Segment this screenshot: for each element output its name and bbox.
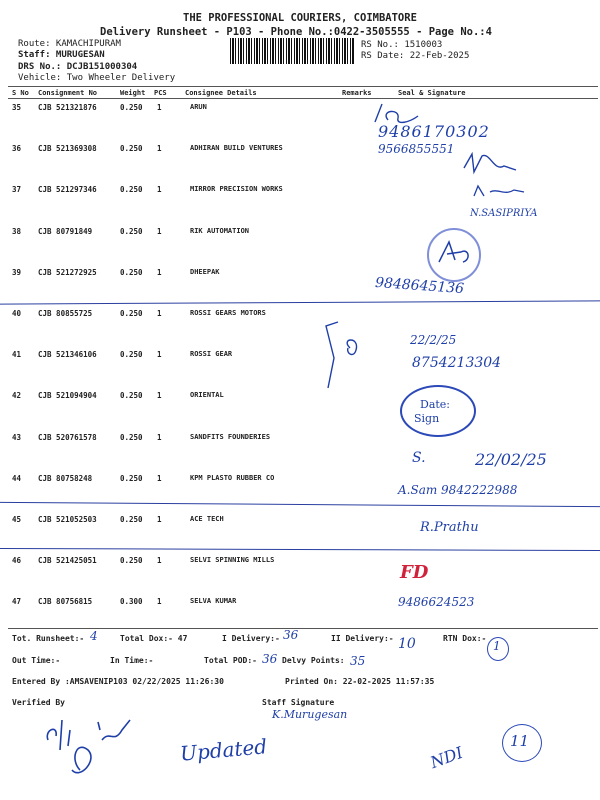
col-consignment: Consignment No xyxy=(38,89,98,97)
verifier-signature xyxy=(40,700,160,790)
hand-value: 10 xyxy=(398,636,416,652)
rs-number: RS No.: 1510003 xyxy=(361,40,443,50)
row-sno: 43 xyxy=(12,433,22,442)
row-weight: 0.250 xyxy=(120,103,143,112)
company-stamp xyxy=(400,385,476,437)
row-consignee: SELVI SPINNING MILLS xyxy=(190,556,275,564)
hand-phone: 9848645136 xyxy=(374,274,465,298)
row-consignment-no: CJB 520761578 xyxy=(38,433,97,442)
row-consignment-no: CJB 80756815 xyxy=(38,597,93,606)
hand-date: 22/02/25 xyxy=(475,450,547,469)
row-sno: 41 xyxy=(12,350,22,359)
row-weight: 0.250 xyxy=(120,515,143,524)
hand-rule xyxy=(0,300,600,304)
row-consignment-no: CJB 521369308 xyxy=(38,144,97,153)
total-dox: Total Dox:- 47 xyxy=(120,634,188,643)
row-consignee: RIK AUTOMATION xyxy=(190,227,250,235)
company-name: THE PROFESSIONAL COURIERS, COIMBATORE xyxy=(183,12,417,24)
row-consignment-no: CJB 521094904 xyxy=(38,391,97,400)
row-consignee: ACE TECH xyxy=(190,515,224,523)
hand-rule xyxy=(0,548,600,551)
total-pod: Total POD:- xyxy=(204,656,257,665)
route-label: Route: KAMACHIPURAM xyxy=(18,39,121,49)
header-top-rule xyxy=(8,86,598,87)
row-consignment-no: CJB 521425051 xyxy=(38,556,97,565)
printed-on: Printed On: 22-02-2025 11:57:35 xyxy=(285,677,435,686)
col-seal: Seal & Signature xyxy=(398,89,466,97)
row-pcs: 1 xyxy=(157,103,162,112)
row-weight: 0.250 xyxy=(120,309,143,318)
row-weight: 0.250 xyxy=(120,391,143,400)
row-pcs: 1 xyxy=(157,185,162,194)
hand-value: 35 xyxy=(350,654,366,668)
row-pcs: 1 xyxy=(157,474,162,483)
staff-signature-label: Staff Signature xyxy=(262,698,335,707)
hand-phone: 8754213304 xyxy=(412,355,502,371)
row-consignment-no: CJB 521297346 xyxy=(38,185,97,194)
delvy-points: Delvy Points: xyxy=(282,656,345,665)
row-consignment-no: CJB 80791849 xyxy=(38,227,93,236)
row-weight: 0.250 xyxy=(120,185,143,194)
row-weight: 0.250 xyxy=(120,350,143,359)
stamp-text: Date: xyxy=(420,398,451,411)
hand-date: 22/2/25 xyxy=(410,333,457,347)
ndi-count: 11 xyxy=(510,732,530,750)
verified-by: Verified By xyxy=(12,698,65,707)
row-consignee: ARUN xyxy=(190,103,207,111)
header-bottom-rule xyxy=(8,98,598,99)
row-sno: 37 xyxy=(12,185,22,194)
row-sno: 44 xyxy=(12,474,22,483)
row-consignee: ROSSI GEARS MOTORS xyxy=(190,309,266,317)
row-sno: 38 xyxy=(12,227,22,236)
signature-mark xyxy=(470,182,530,202)
row-consignment-no: CJB 521321876 xyxy=(38,103,97,112)
row-sno: 46 xyxy=(12,556,22,565)
signature-mark xyxy=(460,148,520,183)
hand-name: N.SASIPRIYA xyxy=(470,208,538,219)
i-delivery: I Delivery:- xyxy=(222,634,280,643)
row-sno: 39 xyxy=(12,268,22,277)
rtn-dox: RTN Dox:- xyxy=(443,634,487,643)
in-time: In Time:- xyxy=(110,656,154,665)
hand-name: R.Prathu xyxy=(420,520,479,535)
row-pcs: 1 xyxy=(157,433,162,442)
row-sno: 45 xyxy=(12,515,22,524)
ii-delivery: II Delivery:- xyxy=(331,634,394,643)
row-weight: 0.250 xyxy=(120,433,143,442)
hand-value: 4 xyxy=(90,629,98,643)
row-consignment-no: CJB 80855725 xyxy=(38,309,93,318)
signature-mark xyxy=(320,318,370,393)
hand-phone: 9486170302 xyxy=(378,122,490,141)
row-pcs: 1 xyxy=(157,350,162,359)
signature-mark xyxy=(435,238,475,268)
staff-signature: K.Murugesan xyxy=(272,708,348,721)
hand-phone: 9566855551 xyxy=(378,142,455,156)
row-consignee: SELVA KUMAR xyxy=(190,597,237,605)
row-consignment-no: CJB 521346106 xyxy=(38,350,97,359)
row-consignee: SANDFITS FOUNDERIES xyxy=(190,433,271,441)
hand-value: 36 xyxy=(283,628,299,642)
row-pcs: 1 xyxy=(157,597,162,606)
row-weight: 0.300 xyxy=(120,597,143,606)
stamp-text: Sign xyxy=(414,412,440,425)
hand-name-phone: A.Sam 9842222988 xyxy=(398,483,518,497)
hand-value: 36 xyxy=(262,652,278,666)
row-weight: 0.250 xyxy=(120,144,143,153)
row-pcs: 1 xyxy=(157,556,162,565)
vehicle-label: Vehicle: Two Wheeler Delivery xyxy=(18,73,176,83)
hand-rule xyxy=(0,502,600,507)
row-pcs: 1 xyxy=(157,144,162,153)
row-pcs: 1 xyxy=(157,309,162,318)
entered-by: Entered By :AMSAVENIP103 02/22/2025 11:26:30 xyxy=(12,677,224,686)
row-weight: 0.250 xyxy=(120,227,143,236)
row-pcs: 1 xyxy=(157,227,162,236)
hand-phone: 9486624523 xyxy=(398,595,475,609)
drs-number: DRS No.: DCJB151000304 xyxy=(18,62,138,72)
col-weight: Weight xyxy=(120,89,146,97)
row-weight: 0.250 xyxy=(120,556,143,565)
row-consignment-no: CJB 521052503 xyxy=(38,515,97,524)
out-time: Out Time:- xyxy=(12,656,61,665)
row-consignee: ROSSI GEAR xyxy=(190,350,233,358)
col-consignee: Consignee Details xyxy=(185,89,257,97)
ndi-note: NDI xyxy=(427,742,466,773)
row-consignee: ADHIRAN BUILD VENTURES xyxy=(190,144,283,152)
row-sno: 35 xyxy=(12,103,22,112)
row-weight: 0.250 xyxy=(120,474,143,483)
row-consignee: MIRROR PRECISION WORKS xyxy=(190,185,283,193)
row-weight: 0.250 xyxy=(120,268,143,277)
row-pcs: 1 xyxy=(157,515,162,524)
row-consignee: KPM PLASTO RUBBER CO xyxy=(190,474,275,482)
runsheet-title: Delivery Runsheet - P103 - Phone No.:0422-3505555 - Page No.:4 xyxy=(100,26,492,38)
row-consignment-no: CJB 80758248 xyxy=(38,474,93,483)
rs-date: RS Date: 22-Feb-2025 xyxy=(361,51,470,61)
row-pcs: 1 xyxy=(157,391,162,400)
row-sno: 47 xyxy=(12,597,22,606)
updated-note: Updated xyxy=(179,734,268,766)
row-sno: 36 xyxy=(12,144,22,153)
col-sno: S No xyxy=(12,89,29,97)
row-consignee: ORIENTAL xyxy=(190,391,224,399)
staff-label: Staff: MURUGESAN xyxy=(18,50,105,60)
row-consignment-no: CJB 521272925 xyxy=(38,268,97,277)
col-remarks: Remarks xyxy=(342,89,372,97)
row-sno: 40 xyxy=(12,309,22,318)
col-pcs: PCS xyxy=(154,89,167,97)
hand-value: 1 xyxy=(493,639,501,653)
tot-runsheet: Tot. Runsheet:- xyxy=(12,634,85,643)
barcode xyxy=(230,38,355,64)
hand-initial: S. xyxy=(412,450,426,466)
row-consignee: DHEEPAK xyxy=(190,268,220,276)
hand-fd-mark: FD xyxy=(400,562,429,583)
row-pcs: 1 xyxy=(157,268,162,277)
row-sno: 42 xyxy=(12,391,22,400)
